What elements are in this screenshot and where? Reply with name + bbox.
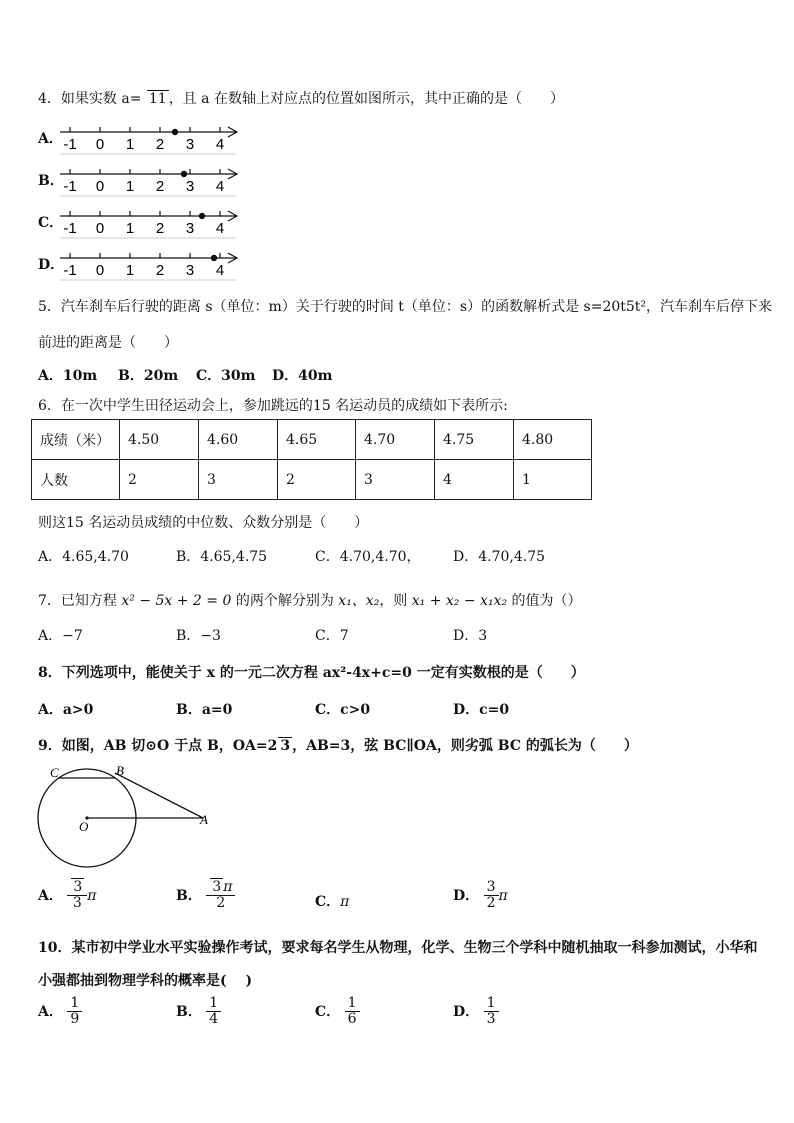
q10-option-d-fraction: [484, 996, 499, 1028]
label-c: C: [50, 765, 59, 780]
q4-option-letter: D．: [38, 257, 65, 273]
q10-option-a-fraction: [67, 996, 82, 1028]
tick-label: 0: [95, 178, 105, 195]
table-header-count: 人数: [32, 460, 120, 500]
q6-stem: 6．在一次中学生田径运动会上，参加跳远的15 名运动员的成绩如下表所示:: [38, 398, 508, 414]
tick-label: -1: [63, 262, 77, 279]
q10-option-c-num: 1: [345, 996, 360, 1012]
q6-question: 则这15 名运动员成绩的中位数、众数分别是（ ）: [38, 515, 369, 531]
q5-line2: 前进的距离是（ ）: [38, 335, 178, 351]
tick-label: 3: [185, 220, 195, 237]
q10-line1: 10．某市初中学业水平实验操作考试，要求每名学生从物理，化学、生物三个学科中随机抽取一科参加测试，小华和: [38, 940, 758, 956]
table-cell: 2: [278, 460, 356, 500]
q5-option-a: A．10m: [38, 368, 98, 384]
tick-label: 0: [95, 136, 105, 153]
q9-option-b-pi: π: [223, 879, 233, 895]
q7-stem-a: 7．已知方程: [38, 593, 122, 609]
q4-option-letter: B．: [38, 173, 64, 189]
tangent-ab: [115, 773, 203, 818]
q9-option-b-radicand: 3: [212, 879, 222, 895]
q7-option-b: B．−3: [176, 628, 221, 644]
q10-option-b: [176, 996, 221, 1028]
label-b: B: [116, 763, 124, 778]
q7-roots: x₁、x₂: [338, 593, 380, 609]
q10-option-c-fraction: [345, 996, 360, 1028]
table-cell: 4.60: [199, 420, 278, 460]
q9-option-c-value: π: [340, 894, 350, 910]
q6-option-a: A．4.65,4.70: [38, 549, 129, 565]
q9-option-d-num: 3: [484, 880, 499, 896]
q10-option-a: [38, 996, 82, 1028]
tick-label: 1: [125, 220, 135, 237]
q9-option-a-pi: π: [87, 887, 97, 904]
table-cell: 2: [120, 460, 199, 500]
tick-label: 4: [215, 220, 225, 237]
tick-label: -1: [63, 136, 77, 153]
tick-label: 0: [95, 262, 105, 279]
q5-option-d: D．40m: [272, 368, 333, 384]
q9-option-a-radicand: 3: [73, 879, 83, 895]
q10-option-a-den: 9: [70, 1011, 80, 1028]
q8-stem: 8．下列选项中，能使关于 x 的一元二次方程 ax²-4x+c=0 一定有实数根的是（ ）: [38, 665, 585, 681]
q8-option-b: B．a=0: [176, 702, 233, 718]
table-cell: 3: [356, 460, 435, 500]
q9-option-d: [453, 880, 508, 912]
table-cell: 4.50: [120, 420, 199, 460]
label-a: A: [200, 812, 208, 827]
q10-option-d-num: 1: [484, 996, 499, 1012]
tick-label: 2: [155, 262, 165, 279]
q7-option-d: D．3: [453, 628, 488, 644]
tick-label: 3: [185, 136, 195, 153]
q9-option-c: [315, 891, 349, 911]
tick-label: 4: [215, 262, 225, 279]
table-cell: 4.70: [356, 420, 435, 460]
tick-label: 4: [215, 178, 225, 195]
tick-label: 0: [95, 220, 105, 237]
q10-option-d: [453, 996, 499, 1028]
table-header-score: 成绩（米）: [32, 420, 120, 460]
q10-option-d-letter: D．: [453, 1003, 480, 1020]
q9-stem-b: ，AB=3，弦 BC∥OA，则劣弧 BC 的弧长为（ ）: [292, 738, 638, 754]
q10-option-b-den: 4: [209, 1011, 219, 1028]
table-cell: 4.80: [514, 420, 592, 460]
tick-label: -1: [63, 178, 77, 195]
q10-option-b-fraction: [206, 996, 221, 1028]
q10-option-a-letter: A．: [38, 1003, 63, 1020]
q8-option-a: A．a>0: [38, 702, 94, 718]
q9-option-a-letter: A．: [38, 887, 63, 904]
table-cell: 1: [514, 460, 592, 500]
q10-option-b-num: 1: [206, 996, 221, 1012]
q8-option-c: C．c>0: [315, 702, 371, 718]
q6-option-c: C．4.70,4.70，: [315, 549, 421, 565]
q9-option-a: [38, 880, 96, 912]
q7-stem-c: ，则: [379, 593, 412, 609]
q9-option-b-letter: B．: [176, 887, 202, 904]
tick-label: 3: [185, 178, 195, 195]
tick-label: 2: [155, 220, 165, 237]
label-o: O: [79, 819, 89, 834]
q9-sqrt: 3: [280, 738, 291, 754]
tick-label: 2: [155, 178, 165, 195]
table-cell: 3: [199, 460, 278, 500]
q4-stem-after: ，且 a 在数轴上对应点的位置如图所示，其中正确的是（ ）: [168, 91, 564, 107]
q8-option-d: D．c=0: [453, 702, 510, 718]
q10-line2: 小强都抽到物理学科的概率是( ): [38, 973, 253, 989]
q10-option-b-letter: B．: [176, 1003, 202, 1020]
q7-option-c: C．7: [315, 628, 349, 644]
q10-option-c: [315, 996, 360, 1028]
q7-equation: x² − 5x + 2 = 0: [121, 593, 232, 609]
q10-option-a-num: 1: [67, 996, 82, 1012]
q9-option-d-fraction: [484, 880, 499, 912]
q5-option-c: C．30m: [196, 368, 256, 384]
table-cell: 4.75: [435, 420, 514, 460]
q7-expression: x₁ + x₂ − x₁x₂: [411, 593, 508, 609]
q4-stem-before: 4．如果实数 a=: [38, 91, 146, 107]
q4-sqrt: 11: [148, 91, 167, 107]
tick-label: 1: [125, 178, 135, 195]
q4-option-letter: C．: [38, 215, 64, 231]
q9-option-d-letter: D．: [453, 887, 480, 904]
q10-option-c-den: 6: [347, 1011, 357, 1028]
tick-label: 1: [125, 262, 135, 279]
table-cell: 4: [435, 460, 514, 500]
q9-option-d-pi: π: [498, 887, 508, 904]
tick-label: 2: [155, 136, 165, 153]
q9-option-b-den: 2: [216, 895, 226, 912]
q7-stem-d: 的值为（）: [507, 593, 582, 609]
tick-label: 4: [215, 136, 225, 153]
q9-option-d-den: 2: [486, 895, 496, 912]
q9-option-c-letter: C．: [315, 894, 341, 910]
q10-option-d-den: 3: [486, 1011, 496, 1028]
q9-option-b-fraction: [206, 880, 235, 912]
q9-option-a-den: 3: [72, 895, 82, 912]
q10-option-c-letter: C．: [315, 1003, 341, 1020]
q6-option-d: D．4.70,4.75: [453, 549, 546, 565]
tick-label: 3: [185, 262, 195, 279]
tick-label: 1: [125, 136, 135, 153]
q7-stem-b: 的两个解分别为: [231, 593, 339, 609]
table-cell: 4.65: [278, 420, 356, 460]
q4-option-letter: A．: [38, 131, 63, 147]
q5-line1: 5．汽车刹车后行驶的距离 s（单位：m）关于行驶的时间 t（单位：s）的函数解析式是 s=20t5t²，汽车刹车后停下来: [38, 299, 773, 315]
q9-option-b: [176, 880, 235, 912]
q7-option-a: A．−7: [38, 628, 83, 644]
q5-option-b: B．20m: [118, 368, 179, 384]
q9-stem-a: 9．如图，AB 切⊙O 于点 B，OA=2: [38, 738, 278, 754]
tick-label: -1: [63, 220, 77, 237]
q6-option-b: B．4.65,4.75: [176, 549, 268, 565]
q9-option-a-fraction: [67, 880, 87, 912]
